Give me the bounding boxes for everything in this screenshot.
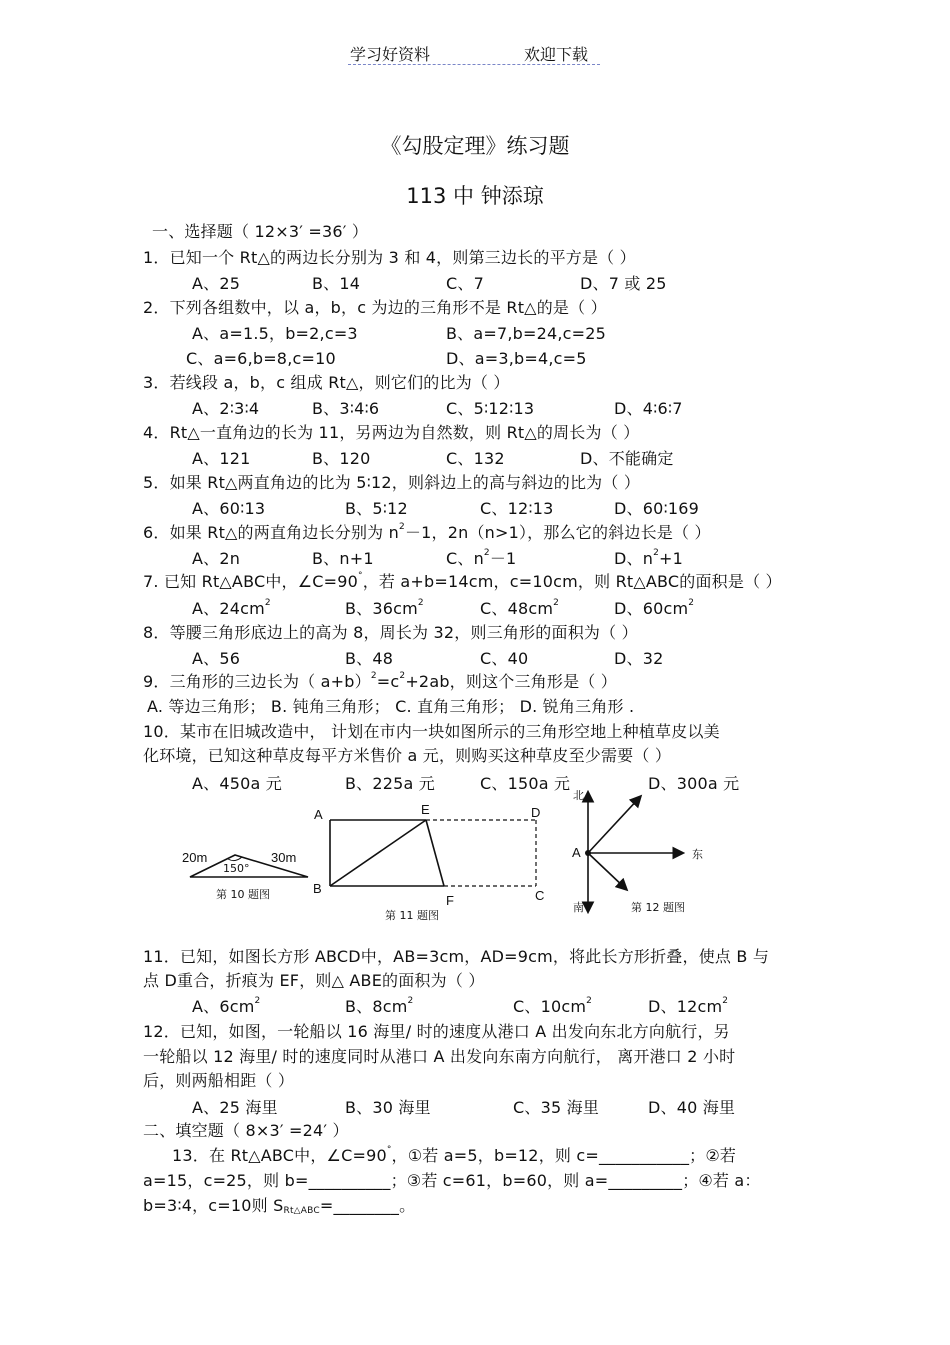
q4-option-b: B、120	[312, 449, 371, 468]
q3-option-c: C、5∶12∶13	[446, 399, 535, 418]
q8-option-d: D、32	[614, 649, 664, 668]
q7-option-b: B、$36cm^2$	[345, 598, 424, 618]
q1-option-d: D、7 或 25	[580, 274, 667, 293]
q12-line2: 一轮船以 12 海里/ 时的速度同时从港口 A 出发向东南方向航行， 离开港口 2 小时	[143, 1047, 736, 1066]
q6-option-b: B、n+1	[312, 549, 374, 568]
fig12-east-label: 东	[692, 848, 703, 861]
fig11-point-d: D	[531, 805, 541, 820]
q6-option-c: C、$n^2-1$	[446, 548, 517, 568]
q4-option-d: D、不能确定	[580, 449, 674, 468]
fig11-point-c: C	[535, 888, 545, 903]
q11-line2: 点 D重合，折痕为 EF，则△ ABE的面积为（ ）	[143, 971, 485, 990]
q4-option-c: C、132	[446, 449, 505, 468]
q4-stem: 4．Rt△一直角边的长为 11，另两边为自然数，则 Rt△的周长为（ ）	[143, 423, 640, 442]
q2-option-b: B、a=7,b=24,c=25	[446, 324, 607, 343]
q10-option-c: C、150a 元	[480, 774, 571, 793]
q5-stem: 5．如果 Rt△两直角边的比为 5∶12，则斜边上的高与斜边的比为（ ）	[143, 473, 641, 492]
fig11-point-a: A	[314, 807, 323, 822]
fig11-point-b: B	[313, 881, 322, 896]
q4-option-a: A、121	[192, 449, 251, 468]
q1-option-c: C、7	[446, 274, 484, 293]
fig11-caption: 第 11 题图	[385, 909, 439, 922]
q6-stem: 6．如果 Rt△的两直角边长分别为 $n^2-1$，2n（n>1），那么它的斜边长是（ ）	[143, 522, 711, 542]
q13-line3: b=3∶4，c=10则 $S_{Rt\triangle ABC}=\_\_\_\_\_\_\_\_$。	[143, 1196, 416, 1216]
q10-option-d: D、300a 元	[648, 774, 740, 793]
q8-option-b: B、48	[345, 649, 394, 668]
q5-option-c: C、12∶13	[480, 499, 554, 518]
q11-line1: 11．已知，如图长方形 ABCD中，AB=3cm，AD=9cm，将此长方形折叠，使点 B 与	[143, 947, 770, 966]
fig12-point-a: A	[572, 845, 581, 860]
header-left: 学习好资料	[350, 45, 431, 64]
q10-line2: 化环境，已知这种草皮每平方米售价 a 元，则购买这种草皮至少需要（ ）	[143, 746, 672, 765]
q12-option-b: B、30 海里	[345, 1098, 431, 1117]
q12-option-d: D、40 海里	[648, 1098, 736, 1117]
q1-stem: 1．已知一个 Rt△的两边长分别为 3 和 4，则第三边长的平方是（ ）	[143, 248, 636, 267]
q12-line3: 后，则两船相距（ ）	[143, 1071, 295, 1090]
q11-option-b: B、$8cm^2$	[345, 996, 414, 1016]
page-title: 《勾股定理》练习题	[380, 134, 570, 158]
q2-option-a: A、a=1.5，b=2,c=3	[192, 324, 358, 343]
fig12-caption: 第 12 题图	[631, 901, 685, 914]
q7-option-a: A、$24cm^2$	[192, 598, 271, 618]
q12-line1: 12．已知，如图，一轮船以 16 海里/ 时的速度从港口 A 出发向东北方向航行，另	[143, 1022, 730, 1041]
fig12-compass-diagram	[570, 785, 690, 915]
fig10-right-side-label: 30m	[271, 850, 297, 865]
q6-option-a: A、2n	[192, 549, 241, 568]
fig10-caption: 第 10 题图	[216, 888, 270, 901]
q7-stem: 7. 已知 Rt△ABC中，∠C=90°，若 a+b=14cm，c=10cm，则 Rt△ABC的面积是（ ）	[143, 571, 782, 591]
q2-option-d: D、a=3,b=4,c=5	[446, 349, 587, 368]
q7-option-c: C、$48cm^2$	[480, 598, 560, 618]
q12-option-a: A、25 海里	[192, 1098, 278, 1117]
q3-option-b: B、3∶4∶6	[312, 399, 380, 418]
q2-option-c: C、a=6,b=8,c=10	[186, 349, 336, 368]
q1-option-a: A、25	[192, 274, 241, 293]
header-right: 欢迎下载	[524, 45, 589, 64]
fig12-north-label: 北	[573, 789, 584, 802]
fig10-left-side-label: 20m	[182, 850, 208, 865]
q10-option-b: B、225a 元	[345, 774, 436, 793]
header-divider	[348, 64, 600, 65]
q3-stem: 3．若线段 a，b，c 组成 Rt△，则它们的比为（ ）	[143, 373, 510, 392]
section-choice-heading: 一、选择题（ 12×3′ =36′ ）	[152, 222, 369, 241]
q6-option-d: D、$n^2+1$	[614, 548, 683, 568]
q9-options: A. 等边三角形； B. 钝角三角形； C. 直角三角形； D. 锐角三角形 .	[147, 697, 635, 716]
fig12-south-label: 南	[573, 901, 584, 914]
section-fill-heading: 二、填空题（ 8×3′ =24′ ）	[143, 1121, 349, 1140]
q11-option-a: A、$6cm^2$	[192, 996, 261, 1016]
q8-option-a: A、56	[192, 649, 241, 668]
q8-stem: 8．等腰三角形底边上的高为 8，周长为 32，则三角形的面积为（ ）	[143, 623, 638, 642]
q13-line2: a=15，c=25，则 b=__________；③若 c=61，b=60，则 a=_________；④若 a：	[143, 1171, 761, 1190]
page-subtitle: 113 中 钟添琼	[406, 184, 544, 208]
q10-line1: 10．某市在旧城改造中， 计划在市内一块如图所示的三角形空地上种植草皮以美	[143, 722, 720, 741]
q5-option-a: A、60∶13	[192, 499, 266, 518]
q10-option-a: A、450a 元	[192, 774, 282, 793]
q2-stem: 2．下列各组数中，以 a，b，c 为边的三角形不是 Rt△的是（ ）	[143, 298, 607, 317]
q3-option-d: D、4∶6∶7	[614, 399, 683, 418]
q11-option-c: C、$10cm^2$	[513, 996, 593, 1016]
fig10-angle-label: 150°	[223, 862, 250, 875]
fig11-point-f: F	[446, 893, 454, 908]
q9-stem: 9．三角形的三边长为（ $a+b)^2=c^2+2ab$，则这个三角形是（ ）	[143, 671, 617, 691]
q3-option-a: A、2∶3∶4	[192, 399, 260, 418]
q13-line1: 13．在 Rt△ABC中，∠C=90°，①若 a=5，b=12，则 c=___________；②若	[172, 1145, 737, 1165]
q5-option-b: B、5∶12	[345, 499, 408, 518]
q5-option-d: D、60∶169	[614, 499, 699, 518]
q11-option-d: D、$12cm^2$	[648, 996, 729, 1016]
fig11-rectangle-diagram	[318, 808, 544, 890]
q8-option-c: C、40	[480, 649, 529, 668]
q12-option-c: C、35 海里	[513, 1098, 600, 1117]
q7-option-d: D、$60cm^2$	[614, 598, 695, 618]
q1-option-b: B、14	[312, 274, 361, 293]
fig11-point-e: E	[421, 802, 430, 817]
